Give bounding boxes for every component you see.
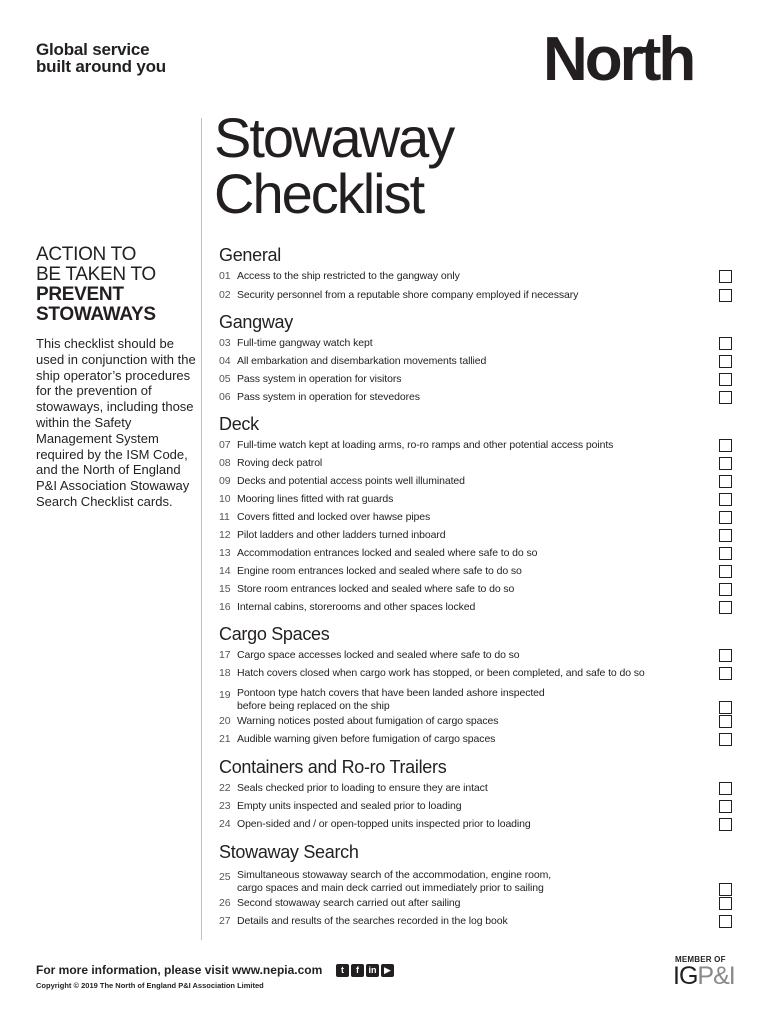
checkbox[interactable] [719, 270, 732, 283]
checklist-item [219, 389, 732, 405]
checklist-item [219, 665, 732, 681]
item-text: Pontoon type hatch covers that have been landed ashore inspected before being replaced on the ship [237, 687, 545, 712]
item-number: 12 [219, 529, 231, 541]
item-text: Pilot ladders and other ladders turned inboard [237, 529, 446, 541]
item-text: Hatch covers closed when cargo work has stopped, or been completed, and safe to do so [237, 667, 645, 679]
checklist-item [219, 527, 732, 543]
checkbox[interactable] [719, 511, 732, 524]
checkbox[interactable] [719, 547, 732, 560]
checkbox[interactable] [719, 649, 732, 662]
section-title: Deck [219, 414, 259, 434]
item-number: 19 [219, 689, 231, 701]
item-number: 03 [219, 337, 231, 349]
item-text: Security personnel from a reputable shore company employed if necessary [237, 289, 579, 301]
item-text: Decks and potential access points well illuminated [237, 475, 465, 487]
sidebar-body: This checklist should be used in conjunction with the ship operator’s procedures for the prevention of stowaways, including those within the Safety Management System required by the ISM Code, and the North of England P&I Association Stowaway Search Checklist cards. [36, 336, 196, 509]
divider [201, 118, 202, 940]
checkbox[interactable] [719, 800, 732, 813]
item-text: Cargo space accesses locked and sealed where safe to do so [237, 649, 520, 661]
checklist-item [219, 353, 732, 369]
item-number: 04 [219, 355, 231, 367]
item-text: Empty units inspected and sealed prior to loading [237, 800, 462, 812]
checklist-item [219, 581, 732, 597]
member-label: MEMBER OF [675, 955, 726, 964]
checkbox[interactable] [719, 733, 732, 746]
tagline [36, 41, 166, 75]
checkbox[interactable] [719, 782, 732, 795]
north-logo [543, 28, 733, 86]
checkbox[interactable] [719, 475, 732, 488]
item-number: 26 [219, 897, 231, 909]
section-title: Gangway [219, 312, 293, 332]
item-number: 20 [219, 715, 231, 727]
item-text: Roving deck patrol [237, 457, 323, 469]
igpi-logo: IGP&I [673, 962, 735, 990]
page-title: Stowaway Checklist [214, 106, 454, 225]
item-text: Engine room entrances locked and sealed where safe to do so [237, 565, 522, 577]
social-links [336, 964, 396, 978]
checklist-item [219, 913, 732, 929]
section-title: Containers and Ro-ro Trailers [219, 757, 447, 777]
checkbox[interactable] [719, 818, 732, 831]
checkbox[interactable] [719, 583, 732, 596]
checklist-item [219, 816, 732, 832]
section-title: Stowaway Search [219, 842, 359, 862]
item-number: 14 [219, 565, 231, 577]
item-number: 11 [219, 511, 230, 523]
checkbox[interactable] [719, 457, 732, 470]
sidebar-heading: ACTION TO BE TAKEN TO PREVENT STOWAWAYS [36, 244, 156, 325]
checkbox[interactable] [719, 897, 732, 910]
checklist-item [219, 509, 732, 525]
item-text: Seals checked prior to loading to ensure they are intact [237, 782, 488, 794]
checkbox[interactable] [719, 915, 732, 928]
item-number: 06 [219, 391, 231, 403]
item-number: 02 [219, 289, 231, 301]
checklist-item [219, 713, 732, 729]
copyright: Copyright © 2019 The North of England P&I Association Limited [36, 981, 264, 990]
tagline-line: built around you [36, 57, 166, 76]
checkbox[interactable] [719, 529, 732, 542]
checkbox[interactable] [719, 667, 732, 680]
checklist-item [219, 491, 732, 507]
checklist-item [219, 371, 732, 387]
item-text: Access to the ship restricted to the gangway only [237, 270, 460, 282]
north-logo-text: North [543, 28, 694, 86]
checklist-item [219, 685, 732, 715]
checklist-item [219, 335, 732, 351]
item-number: 09 [219, 475, 231, 487]
item-text: Internal cabins, storerooms and other spaces locked [237, 601, 476, 613]
item-number: 18 [219, 667, 231, 679]
checklist-item [219, 563, 732, 579]
checklist-item [219, 437, 732, 453]
item-text: Full-time gangway watch kept [237, 337, 373, 349]
item-number: 21 [219, 733, 231, 745]
checklist-item [219, 647, 732, 663]
checkbox[interactable] [719, 337, 732, 350]
checklist-item [219, 268, 732, 284]
checklist-item [219, 599, 732, 615]
checkbox[interactable] [719, 493, 732, 506]
checklist-item [219, 780, 732, 796]
checkbox[interactable] [719, 373, 732, 386]
item-number: 25 [219, 871, 231, 883]
youtube-icon[interactable]: ▶ [381, 964, 394, 977]
item-text: All embarkation and disembarkation movements tallied [237, 355, 487, 367]
item-number: 07 [219, 439, 231, 451]
item-text: Store room entrances locked and sealed where safe to do so [237, 583, 515, 595]
twitter-icon[interactable]: t [336, 964, 349, 977]
facebook-icon[interactable]: f [351, 964, 364, 977]
item-number: 01 [219, 270, 231, 282]
tagline-line: Global service [36, 40, 150, 59]
checklist-item [219, 731, 732, 747]
checklist-item [219, 455, 732, 471]
checkbox[interactable] [719, 601, 732, 614]
item-number: 24 [219, 818, 231, 830]
checklist-item [219, 473, 732, 489]
item-number: 13 [219, 547, 231, 559]
item-number: 27 [219, 915, 231, 927]
linkedin-icon[interactable]: in [366, 964, 379, 977]
checklist-item [219, 287, 732, 303]
item-text: Details and results of the searches recorded in the log book [237, 915, 508, 927]
checkbox[interactable] [719, 391, 732, 404]
item-text: Covers fitted and locked over hawse pipes [237, 511, 431, 523]
footer-info: For more information, please visit www.nepia.com [36, 963, 323, 977]
checklist-item [219, 895, 732, 911]
checkbox[interactable] [719, 355, 732, 368]
checkbox[interactable] [719, 565, 732, 578]
item-text: Pass system in operation for stevedores [237, 391, 420, 403]
item-text: Simultaneous stowaway search of the accommodation, engine room, cargo spaces and main deck carried out immediately prior to sailing [237, 869, 552, 894]
item-text: Warning notices posted about fumigation of cargo spaces [237, 715, 499, 727]
section-title: General [219, 245, 281, 265]
item-number: 08 [219, 457, 231, 469]
item-text: Second stowaway search carried out after sailing [237, 897, 461, 909]
item-text: Open-sided and / or open-topped units inspected prior to loading [237, 818, 531, 830]
section-title: Cargo Spaces [219, 624, 330, 644]
item-number: 10 [219, 493, 231, 505]
checklist-item [219, 867, 732, 897]
item-number: 05 [219, 373, 231, 385]
checkbox[interactable] [719, 289, 732, 302]
checkbox[interactable] [719, 715, 732, 728]
item-text: Audible warning given before fumigation of cargo spaces [237, 733, 496, 745]
item-text: Full-time watch kept at loading arms, ro-ro ramps and other potential access points [237, 439, 614, 451]
checklist-item [219, 545, 732, 561]
item-number: 15 [219, 583, 231, 595]
item-number: 16 [219, 601, 231, 613]
checklist-item [219, 798, 732, 814]
item-text: Accommodation entrances locked and sealed where safe to do so [237, 547, 538, 559]
item-number: 23 [219, 800, 231, 812]
item-number: 17 [219, 649, 231, 661]
item-number: 22 [219, 782, 231, 794]
item-text: Pass system in operation for visitors [237, 373, 402, 385]
checkbox[interactable] [719, 439, 732, 452]
item-text: Mooring lines fitted with rat guards [237, 493, 394, 505]
